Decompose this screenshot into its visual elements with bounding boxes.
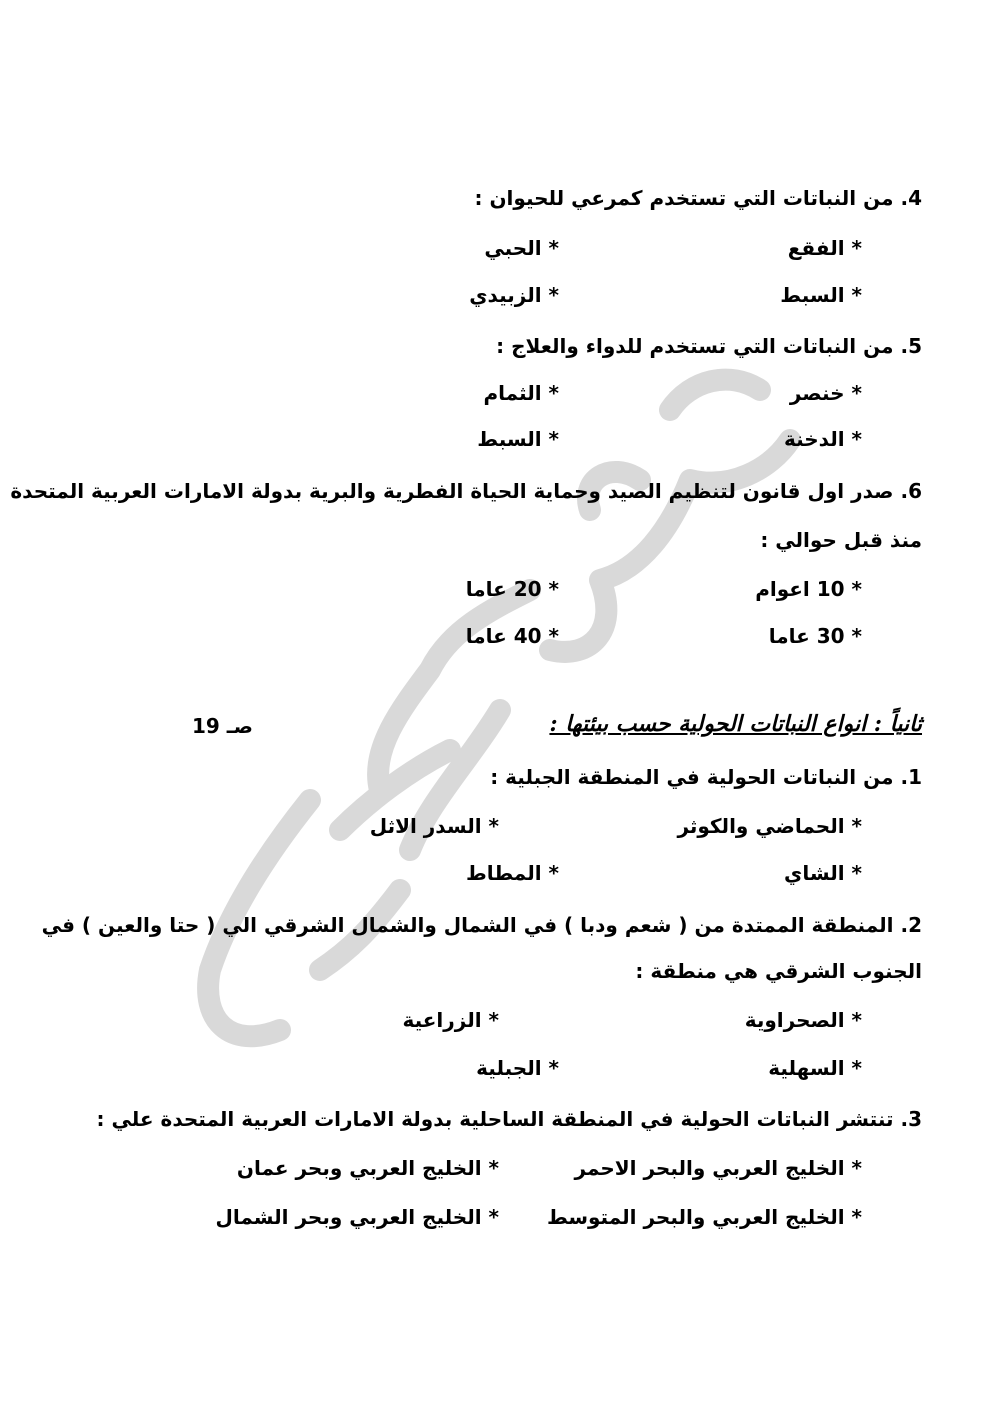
option: * الثمام xyxy=(483,381,559,405)
option: * السهلية xyxy=(768,1056,862,1080)
section-heading: ثانياً : انواع النباتات الحولية حسب بيئتها : xyxy=(549,711,922,737)
option: * 30 عاما xyxy=(768,624,862,648)
option: * الخليج العربي والبحر المتوسط xyxy=(546,1205,862,1229)
option: * خنصر xyxy=(789,381,862,405)
question-number: 1. xyxy=(900,765,922,789)
option: * 20 عاما xyxy=(465,577,559,601)
option: * الفقع xyxy=(787,236,862,260)
question-number: 4. xyxy=(900,186,922,210)
question-2 xyxy=(41,912,922,938)
question-text: صدر اول قانون لتنظيم الصيد وحماية الحياة الفطرية والبرية بدولة الامارات العربية المتحدة xyxy=(10,479,894,503)
option: * السبط xyxy=(780,283,862,307)
question-number: 2. xyxy=(900,913,922,937)
option: * الخليج العربي وبحر عمان xyxy=(236,1156,499,1180)
question-4 xyxy=(475,185,922,211)
option: * الشاي xyxy=(784,861,862,885)
question-text: تنتشر النباتات الحولية في المنطقة الساحلية بدولة الامارات العربية المتحدة علي : xyxy=(96,1107,894,1131)
option: * السبط xyxy=(477,427,559,451)
option: * الخليج العربي وبحر الشمال xyxy=(215,1205,499,1229)
question-number: 5. xyxy=(900,334,922,358)
option: * الجبلية xyxy=(476,1056,559,1080)
option: * الدخنة xyxy=(783,427,862,451)
option: * 10 اعوام xyxy=(755,577,862,601)
question-number: 3. xyxy=(900,1107,922,1131)
question-text: من النباتات الحولية في المنطقة الجبلية : xyxy=(490,765,894,789)
question-3 xyxy=(97,1106,922,1132)
option: * الحبي xyxy=(484,236,559,260)
option: * المطاط xyxy=(466,861,559,885)
option: * 40 عاما xyxy=(465,624,559,648)
question-number: 6. xyxy=(900,479,922,503)
question-text: من النباتات التي تستخدم للدواء والعلاج : xyxy=(496,334,894,358)
option: * السدر الاثل xyxy=(369,814,499,838)
page-reference: صـ 19 xyxy=(192,714,253,738)
option: * الحماضي والكوثر xyxy=(677,814,862,838)
option: * الخليج العربي والبحر الاحمر xyxy=(574,1156,862,1180)
question-6 xyxy=(10,478,922,504)
question-1 xyxy=(490,764,922,790)
question-text: من النباتات التي تستخدم كمرعي للحيوان : xyxy=(474,186,894,210)
question-2-continued: الجنوب الشرقي هي منطقة : xyxy=(635,959,922,983)
question-5 xyxy=(496,333,922,359)
option: * الصحراوية xyxy=(744,1008,862,1032)
option: * الزراعية xyxy=(402,1008,499,1032)
option: * الزبيدي xyxy=(469,283,559,307)
question-6-continued: منذ قبل حوالي : xyxy=(760,528,922,552)
question-text: المنطقة الممتدة من ( شعم ودبا ) في الشمال والشمال الشرقي الي ( حتا والعين ) في xyxy=(41,913,894,937)
